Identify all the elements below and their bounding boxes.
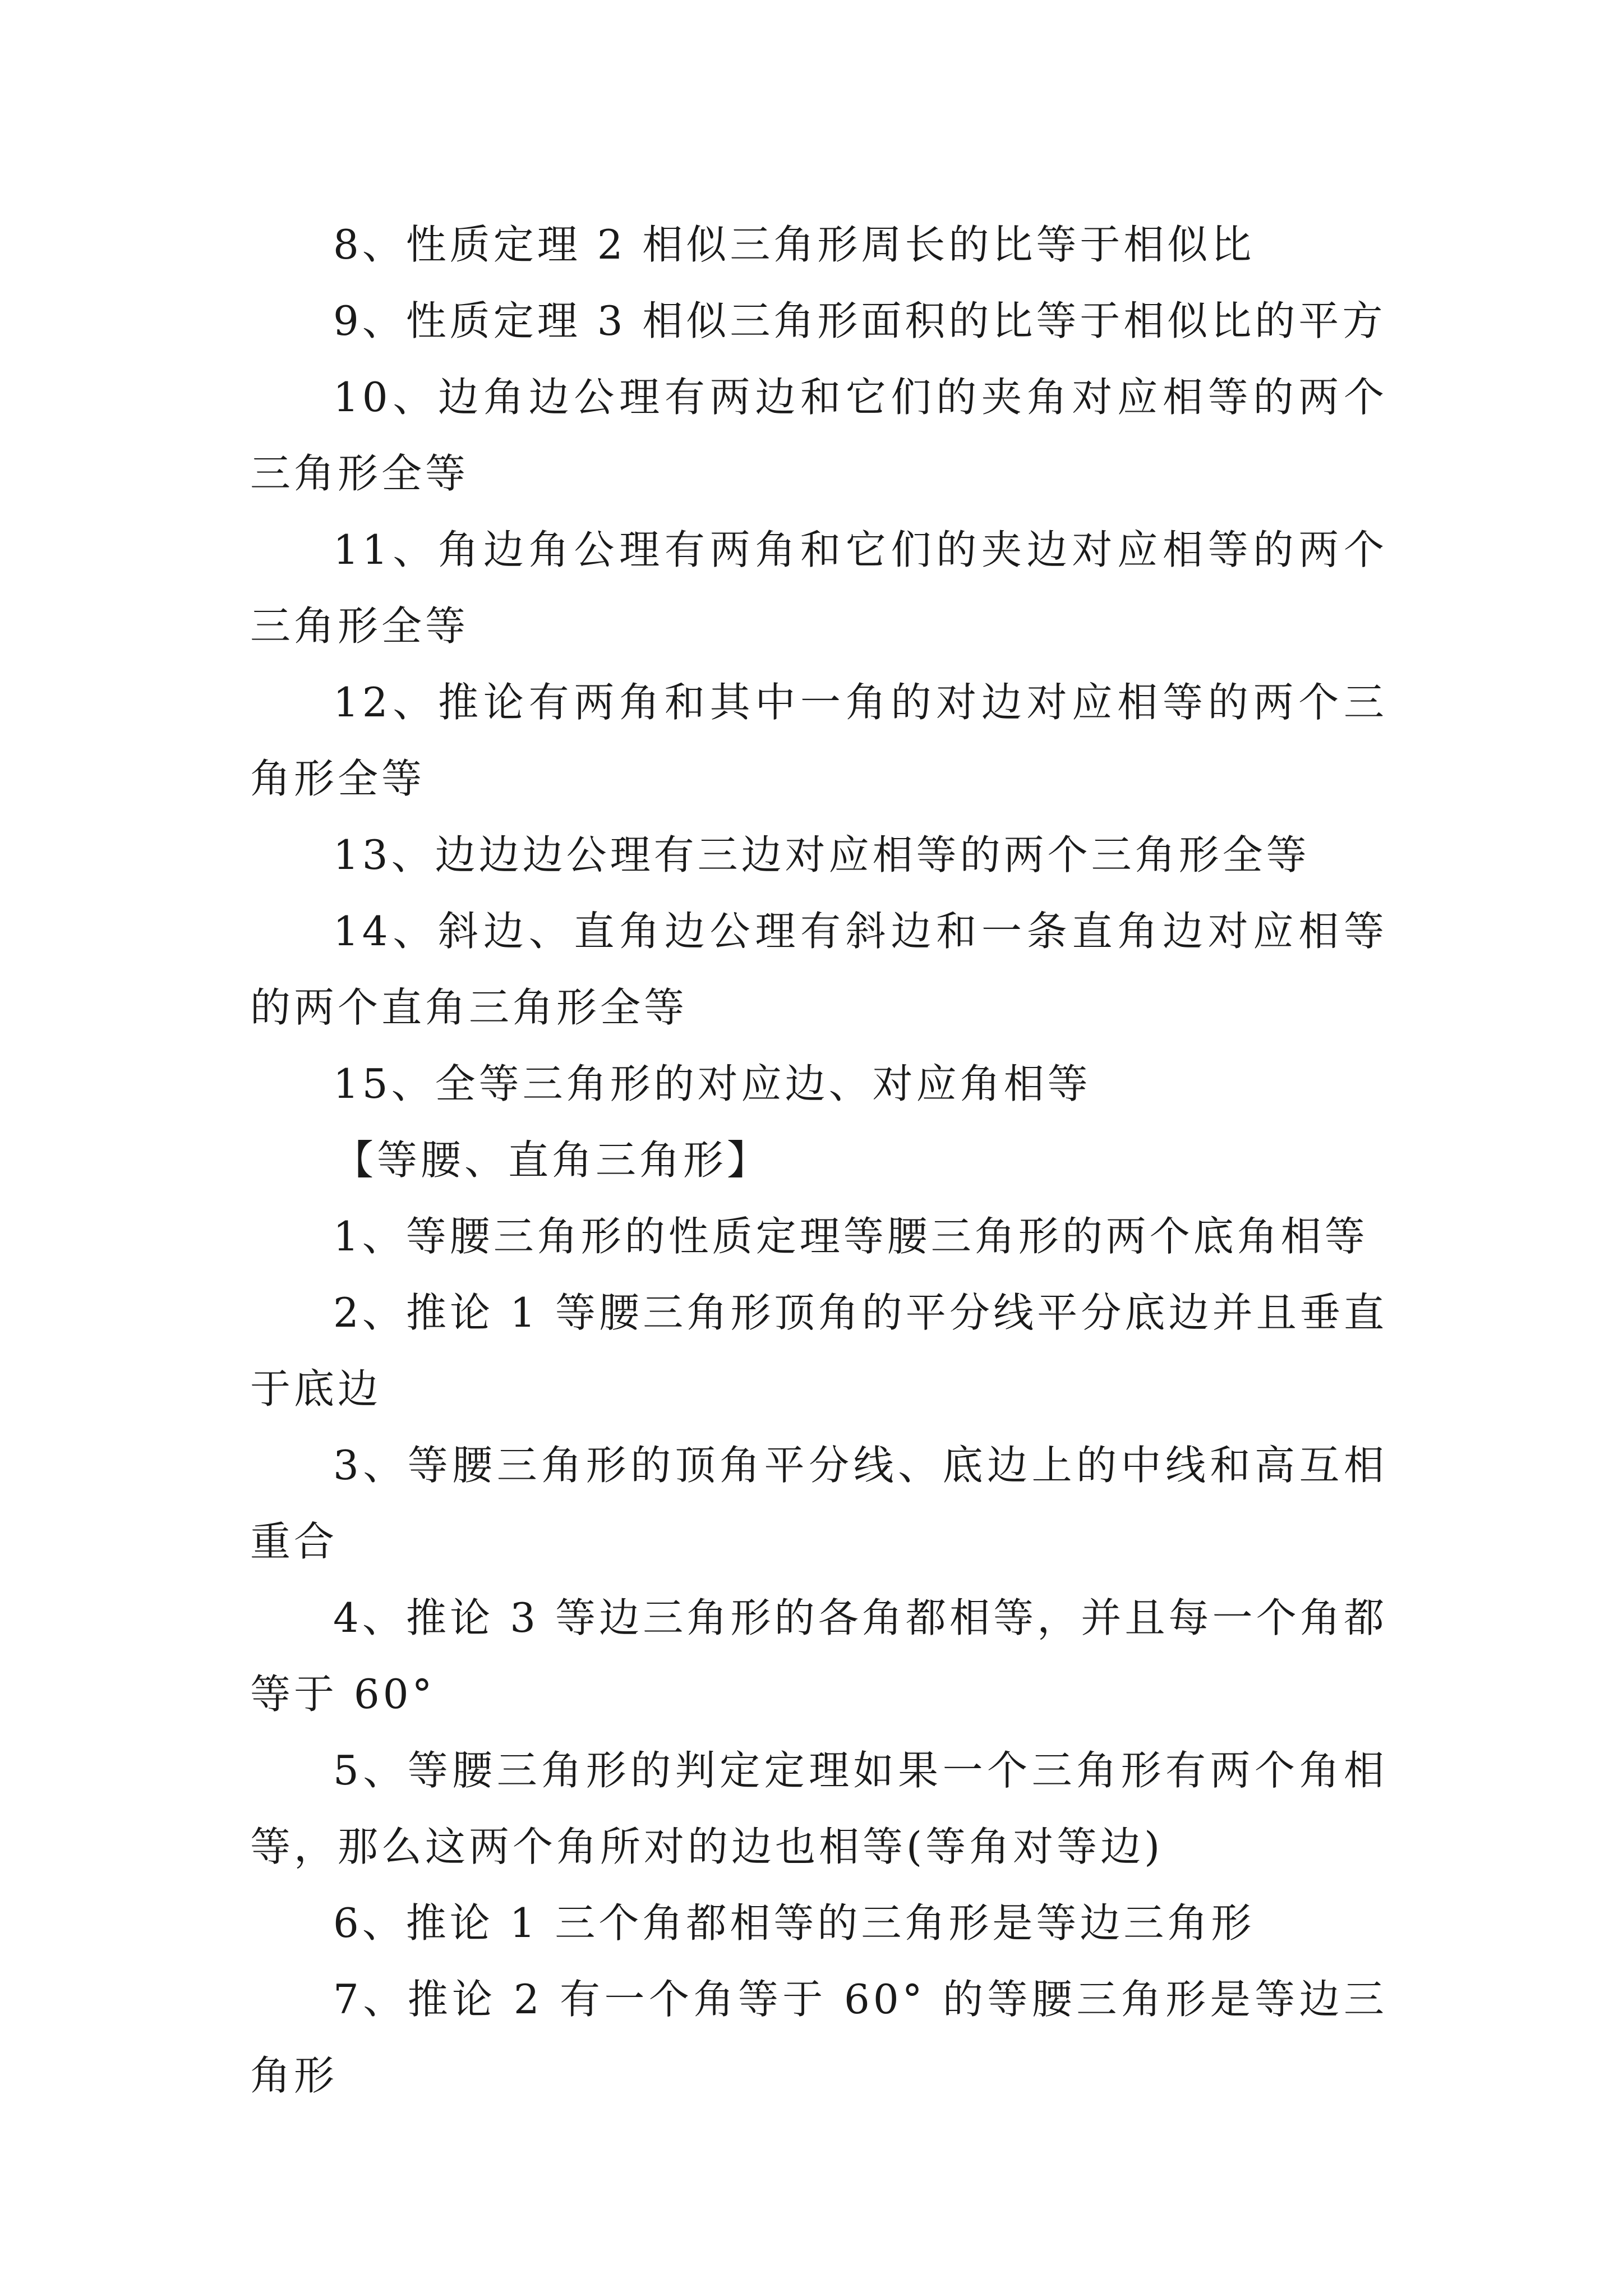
document-body [250,206,1387,2114]
paragraph-13: 13、边边边公理有三边对应相等的两个三角形全等 [333,831,1310,878]
paragraph-iso-7: 7、推论 2 有一个角等于 60° 的等腰三角形是等边三角形 [250,1976,1387,2099]
paragraph-iso-4: 4、推论 3 等边三角形的各角都相等，并且每一个角都等于 60° [250,1594,1387,1718]
paragraph-iso-3: 3、等腰三角形的顶角平分线、底边上的中线和高互相重合 [250,1442,1387,1565]
paragraph-iso-6: 6、推论 1 三个角都相等的三角形是等边三角形 [333,1899,1255,1947]
paragraph-iso-5: 5、等腰三角形的判定定理如果一个三角形有两个角相等，那么这两个角所对的边也相等(等角对等边) [250,1747,1387,1870]
section-heading: 【等腰、直角三角形】 [333,1137,771,1184]
paragraph-10: 10、边角边公理有两边和它们的夹角对应相等的两个三角形全等 [250,374,1387,497]
paragraph-11: 11、角边角公理有两角和它们的夹边对应相等的两个三角形全等 [250,526,1387,650]
paragraph-9: 9、性质定理 3 相似三角形面积的比等于相似比的平方 [333,297,1386,344]
paragraph-12: 12、推论有两角和其中一角的对边对应相等的两个三角形全等 [250,679,1387,802]
paragraph-15: 15、全等三角形的对应边、对应角相等 [333,1060,1091,1107]
paragraph-8: 8、性质定理 2 相似三角形周长的比等于相似比 [333,221,1255,268]
paragraph-iso-1: 1、等腰三角形的性质定理等腰三角形的两个底角相等 [333,1213,1368,1260]
paragraph-14: 14、斜边、直角边公理有斜边和一条直角边对应相等的两个直角三角形全等 [250,908,1387,1031]
paragraph-iso-2: 2、推论 1 等腰三角形顶角的平分线平分底边并且垂直于底边 [250,1289,1387,1412]
